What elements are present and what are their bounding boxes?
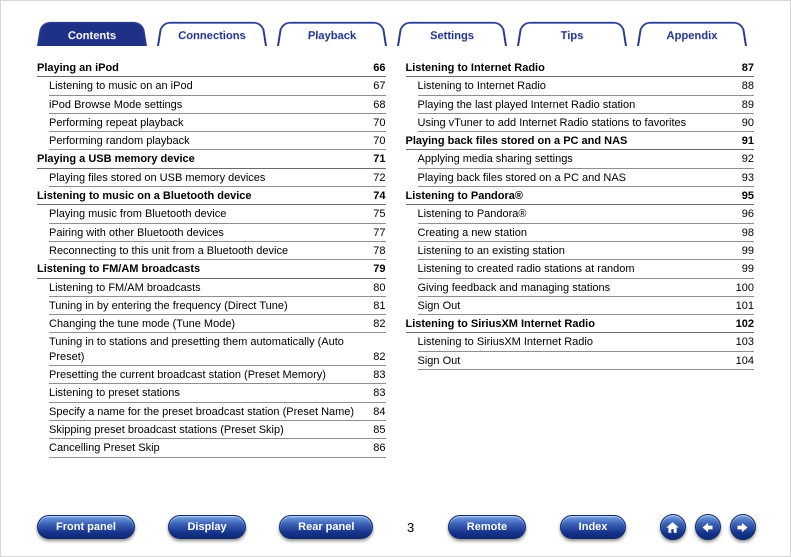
toc-entry[interactable] bbox=[418, 333, 755, 351]
footer-navigation bbox=[37, 514, 756, 540]
toc-entry[interactable] bbox=[37, 187, 386, 205]
arrow-left-icon bbox=[700, 520, 715, 535]
toc-entry-page: 83 bbox=[373, 387, 386, 400]
toc-entry[interactable] bbox=[418, 96, 755, 114]
toc-entry-title: Listening to SiriusXM Internet Radio bbox=[405, 318, 595, 331]
toc-entry-title: Playing music from Bluetooth device bbox=[49, 208, 227, 221]
tab-tips-label: Tips bbox=[560, 30, 584, 42]
toc-entry[interactable] bbox=[418, 77, 755, 95]
toc-entry-page: 91 bbox=[741, 135, 754, 148]
toc-entry-page: 72 bbox=[373, 171, 386, 184]
rear-panel-button[interactable]: Rear panel bbox=[279, 515, 373, 539]
index-button[interactable]: Index bbox=[560, 515, 627, 539]
tab-settings[interactable] bbox=[397, 22, 507, 46]
toc-entry-page: 100 bbox=[735, 281, 754, 294]
toc-entry-page: 98 bbox=[741, 226, 754, 239]
toc-entry-title: Tuning in to stations and presetting them automatically (Auto Preset) bbox=[49, 336, 344, 363]
tab-connections-label: Connections bbox=[177, 30, 247, 42]
toc-entry[interactable] bbox=[418, 169, 755, 187]
toc-entry[interactable] bbox=[37, 260, 386, 278]
nav-icon-cluster bbox=[660, 514, 756, 540]
toc-entry[interactable] bbox=[49, 384, 386, 402]
toc-entry-title: Changing the tune mode (Tune Mode) bbox=[49, 318, 236, 331]
toc-entry-title: Listening to SiriusXM Internet Radio bbox=[417, 336, 593, 349]
toc-entry[interactable] bbox=[418, 260, 755, 278]
toc-entry[interactable] bbox=[37, 150, 386, 168]
toc-entry-page: 86 bbox=[373, 442, 386, 455]
toc-entry-title: Performing repeat playback bbox=[49, 116, 184, 129]
toc-entry-title: Tuning in by entering the frequency (Direct Tune) bbox=[49, 299, 288, 312]
toc-entry-title: Playing files stored on USB memory devices bbox=[49, 171, 266, 184]
toc-entry-page: 81 bbox=[373, 299, 386, 312]
display-button[interactable]: Display bbox=[168, 515, 245, 539]
toc-entry-page: 70 bbox=[373, 135, 386, 148]
front-panel-button[interactable]: Front panel bbox=[37, 515, 135, 539]
tab-appendix[interactable] bbox=[637, 22, 747, 46]
toc-entry-page: 74 bbox=[373, 190, 386, 203]
toc-entry-page: 80 bbox=[373, 281, 386, 294]
toc-entry[interactable] bbox=[49, 132, 386, 150]
toc-entry[interactable] bbox=[49, 205, 386, 223]
toc-entry[interactable] bbox=[49, 439, 386, 457]
toc-entry-page: 93 bbox=[741, 171, 754, 184]
toc-entry[interactable] bbox=[49, 114, 386, 132]
forward-button[interactable] bbox=[730, 514, 756, 540]
toc-entry-title: Giving feedback and managing stations bbox=[417, 281, 611, 294]
tab-contents[interactable] bbox=[37, 22, 147, 46]
tab-settings-label: Settings bbox=[429, 30, 475, 42]
toc-entry[interactable] bbox=[418, 242, 755, 260]
arrow-right-icon bbox=[735, 520, 750, 535]
toc-entry-page: 66 bbox=[373, 62, 386, 74]
toc-entry-title: Playing back files stored on a PC and NAS bbox=[417, 171, 627, 184]
toc-entry-page: 96 bbox=[741, 208, 754, 221]
toc-entry-title: Listening to music on a Bluetooth device bbox=[37, 190, 252, 203]
toc-entry[interactable] bbox=[418, 205, 755, 223]
toc-entry-title: Listening to preset stations bbox=[49, 387, 180, 400]
toc-entry[interactable] bbox=[49, 77, 386, 95]
toc-entry-title: Specify a name for the preset broadcast station (Preset Name) bbox=[49, 405, 355, 418]
tab-playback-label: Playback bbox=[307, 30, 357, 42]
toc-entry-title: Sign Out bbox=[417, 354, 461, 367]
toc-entry[interactable] bbox=[49, 279, 386, 297]
toc-entry[interactable] bbox=[49, 333, 386, 366]
remote-button[interactable]: Remote bbox=[448, 515, 526, 539]
toc-entry-title: Listening to FM/AM broadcasts bbox=[49, 281, 201, 294]
toc-entry[interactable] bbox=[49, 366, 386, 384]
toc-entry-page: 104 bbox=[735, 354, 754, 367]
tab-tips[interactable] bbox=[517, 22, 627, 46]
page-number: 3 bbox=[406, 519, 415, 535]
tab-appendix-label: Appendix bbox=[666, 30, 718, 42]
toc-entry-page: 67 bbox=[373, 80, 386, 93]
toc-entry[interactable] bbox=[418, 297, 755, 315]
toc-entry[interactable] bbox=[406, 187, 755, 205]
toc-entry-title: Presetting the current broadcast station (Preset Memory) bbox=[49, 369, 326, 382]
toc-entry[interactable] bbox=[49, 421, 386, 439]
toc-entry-title: iPod Browse Mode settings bbox=[49, 98, 183, 111]
toc-entry[interactable] bbox=[49, 96, 386, 114]
tab-playback[interactable] bbox=[277, 22, 387, 46]
toc-entry-page: 89 bbox=[741, 98, 754, 111]
toc-entry-title: Playing the last played Internet Radio station bbox=[417, 98, 636, 111]
toc-entry-page: 99 bbox=[741, 244, 754, 257]
toc-entry[interactable] bbox=[406, 132, 755, 150]
toc-entry-page: 88 bbox=[741, 80, 754, 93]
toc-entry-page: 95 bbox=[741, 190, 754, 203]
toc-entry[interactable] bbox=[418, 150, 755, 168]
toc-entry-page: 75 bbox=[373, 208, 386, 221]
toc-column-left bbox=[37, 59, 386, 458]
toc-entry-page: 87 bbox=[741, 62, 754, 74]
toc-entry-title: Applying media sharing settings bbox=[417, 153, 573, 166]
home-icon bbox=[665, 520, 680, 535]
toc-entry[interactable] bbox=[418, 352, 755, 370]
toc-entry-title: Listening to Pandora® bbox=[417, 208, 527, 221]
home-button[interactable] bbox=[660, 514, 686, 540]
toc-entry-title: Cancelling Preset Skip bbox=[49, 442, 160, 455]
toc-entry-title: Listening to FM/AM broadcasts bbox=[37, 263, 201, 276]
toc-entry-title: Playing an iPod bbox=[37, 62, 119, 74]
toc-entry-page: 102 bbox=[735, 318, 754, 331]
toc-entry[interactable] bbox=[49, 242, 386, 260]
toc-entry-title: Pairing with other Bluetooth devices bbox=[49, 226, 224, 239]
toc-entry-page: 83 bbox=[373, 369, 386, 382]
toc-entry-title: Skipping preset broadcast stations (Preset Skip) bbox=[49, 423, 284, 436]
toc-entry-page: 79 bbox=[373, 263, 386, 276]
toc-entry-page: 90 bbox=[741, 116, 754, 129]
toc-entry-title: Listening to Internet Radio bbox=[405, 62, 545, 74]
toc-entry[interactable] bbox=[37, 59, 386, 77]
toc-entry[interactable] bbox=[418, 114, 755, 132]
toc-entry-title: Listening to Internet Radio bbox=[417, 80, 546, 93]
toc-entry-page: 77 bbox=[373, 226, 386, 239]
toc-entry[interactable] bbox=[49, 315, 386, 333]
toc-entry-page: 103 bbox=[735, 336, 754, 349]
toc-entry-title: Performing random playback bbox=[49, 135, 190, 148]
toc-entry[interactable] bbox=[406, 315, 755, 333]
toc-entry-title: Using vTuner to add Internet Radio stations to favorites bbox=[417, 116, 687, 129]
toc-entry[interactable] bbox=[49, 297, 386, 315]
toc-entry-title: Sign Out bbox=[417, 299, 461, 312]
toc-entry-page: 78 bbox=[373, 244, 386, 257]
toc-entry-page: 71 bbox=[373, 153, 386, 166]
toc-column-right bbox=[406, 59, 755, 370]
toc-entry[interactable] bbox=[418, 279, 755, 297]
tab-contents-label: Contents bbox=[67, 30, 117, 42]
toc-entry-title: Playing a USB memory device bbox=[37, 153, 195, 166]
tab-bar bbox=[1, 1, 790, 46]
toc-entry[interactable] bbox=[49, 403, 386, 421]
toc-entry-page: 99 bbox=[741, 263, 754, 276]
toc-entry[interactable] bbox=[418, 224, 755, 242]
toc-entry-title: Listening to music on an iPod bbox=[49, 80, 193, 93]
toc-entry-title: Creating a new station bbox=[417, 226, 527, 239]
toc-entry-page: 70 bbox=[373, 116, 386, 129]
toc-entry-title: Listening to created radio stations at random bbox=[417, 263, 635, 276]
toc-entry-title: Listening to an existing station bbox=[417, 244, 565, 257]
toc-entry-page: 101 bbox=[735, 299, 754, 312]
toc-entry[interactable] bbox=[406, 59, 755, 77]
toc-entry-page: 85 bbox=[373, 423, 386, 436]
toc-entry[interactable] bbox=[49, 224, 386, 242]
toc-entry[interactable] bbox=[49, 169, 386, 187]
toc-entry-page: 92 bbox=[741, 153, 754, 166]
table-of-contents bbox=[1, 46, 790, 458]
toc-entry-title: Reconnecting to this unit from a Bluetooth device bbox=[49, 244, 289, 257]
toc-entry-page: 68 bbox=[373, 98, 386, 111]
toc-entry-page: 82 bbox=[373, 318, 386, 331]
toc-entry-title: Listening to Pandora® bbox=[405, 190, 523, 203]
tab-connections[interactable] bbox=[157, 22, 267, 46]
toc-entry-title: Playing back files stored on a PC and NAS bbox=[405, 135, 628, 148]
back-button[interactable] bbox=[695, 514, 721, 540]
toc-entry-page: 84 bbox=[373, 405, 386, 418]
toc-entry-page: 82 bbox=[373, 350, 386, 363]
